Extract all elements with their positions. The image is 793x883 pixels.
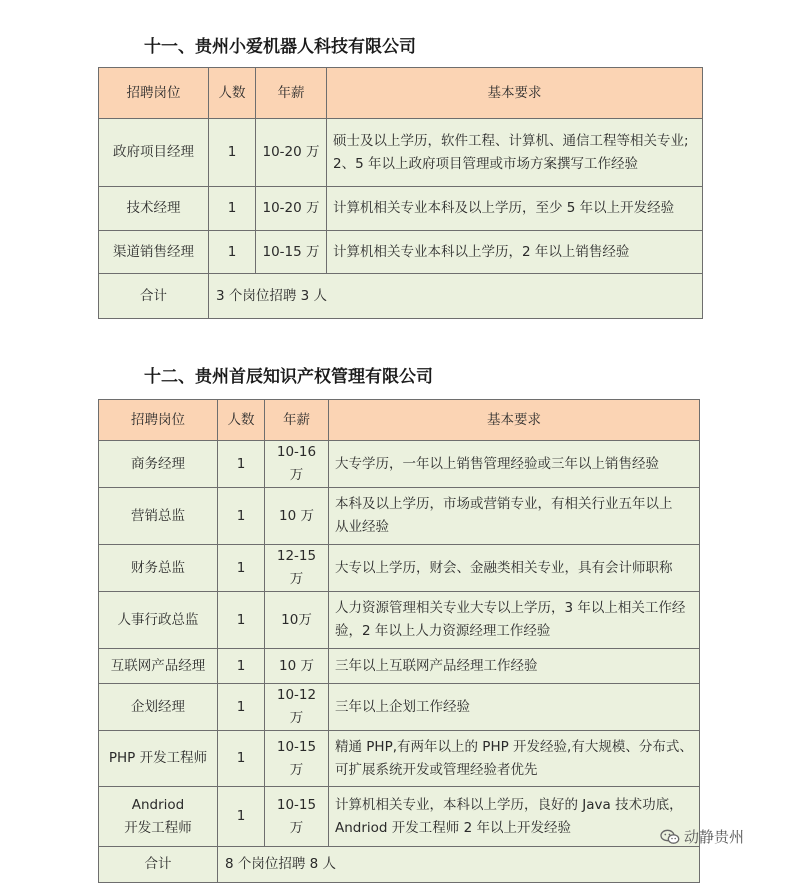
header-count: 人数 — [209, 68, 256, 119]
header-salary: 年薪 — [265, 400, 329, 441]
watermark-text: 动静贵州 — [684, 828, 745, 846]
cell-requirements — [329, 649, 700, 684]
table-row — [99, 119, 703, 187]
cell-total-text: 3 个岗位招聘 3 人 — [209, 274, 703, 319]
cell-requirements — [329, 787, 700, 847]
requirement-line: 人力资源管理相关专业大专以上学历，3 年以上相关工作经 — [335, 600, 686, 616]
cell-count: 1 — [218, 545, 265, 592]
requirement-line: 计算机相关专业本科及以上学历，至少 5 年以上开发经验 — [333, 200, 675, 216]
cell-salary: 12-15 万 — [265, 545, 329, 592]
cell-position: 技术经理 — [99, 187, 209, 231]
requirement-line: 从业经验 — [335, 519, 389, 535]
cell-salary: 10-15 万 — [265, 787, 329, 847]
cell-count: 1 — [218, 488, 265, 545]
requirement-line: 本科及以上学历，市场或营销专业，有相关行业五年以上 — [335, 496, 673, 512]
table-row — [99, 649, 700, 684]
table-row — [99, 731, 700, 787]
table-row — [99, 787, 700, 847]
cell-salary: 10-15 万 — [265, 731, 329, 787]
cell-count: 1 — [218, 684, 265, 731]
requirement-line: 可扩展系统开发或管理经验者优先 — [335, 761, 538, 778]
cell-requirements — [329, 545, 700, 592]
cell-requirements — [329, 441, 700, 488]
table-row — [99, 684, 700, 731]
table-row — [99, 441, 700, 488]
cell-requirements — [329, 488, 700, 545]
table-row — [99, 488, 700, 545]
table-row — [99, 545, 700, 592]
cell-salary: 10-20 万 — [256, 119, 327, 187]
cell-count: 1 — [209, 119, 256, 187]
requirement-line: 验，2 年以上人力资源经理工作经验 — [335, 623, 551, 639]
cell-salary: 10-15 万 — [256, 231, 327, 274]
table-row — [99, 592, 700, 649]
header-requirements: 基本要求 — [327, 68, 703, 119]
table-total-row — [99, 847, 700, 883]
requirement-line: 精通 PHP,有两年以上的 PHP 开发经验,有大规模、分布式、 — [335, 738, 693, 755]
cell-salary: 10 万 — [265, 488, 329, 545]
cell-total-label: 合计 — [99, 274, 209, 319]
header-salary: 年薪 — [256, 68, 327, 119]
header-position: 招聘岗位 — [99, 68, 209, 119]
watermark — [660, 826, 744, 847]
cell-position: 渠道销售经理 — [99, 231, 209, 274]
table-header-row — [99, 68, 703, 119]
cell-salary: 10-16 万 — [265, 441, 329, 488]
requirement-line: 大专以上学历，财会、金融类相关专业，具有会计师职称 — [335, 559, 673, 576]
requirement-line: 三年以上企划工作经验 — [335, 698, 470, 715]
section-title: 十二、贵州首辰知识产权管理有限公司 — [144, 367, 433, 387]
job-table — [98, 67, 703, 319]
cell-count: 1 — [218, 731, 265, 787]
cell-count: 1 — [218, 649, 265, 684]
cell-total-label: 合计 — [99, 847, 218, 883]
cell-total-text: 8 个岗位招聘 8 人 — [218, 847, 700, 883]
cell-salary: 10 万 — [265, 649, 329, 684]
cell-position: 政府项目经理 — [99, 119, 209, 187]
header-position: 招聘岗位 — [99, 400, 218, 441]
cell-position: 商务经理 — [99, 441, 218, 488]
cell-count: 1 — [218, 441, 265, 488]
cell-requirements — [329, 684, 700, 731]
header-requirements: 基本要求 — [329, 400, 700, 441]
cell-requirements — [327, 231, 703, 274]
cell-count: 1 — [218, 592, 265, 649]
table-row — [99, 231, 703, 274]
requirement-line: 大专学历，一年以上销售管理经验或三年以上销售经验 — [335, 455, 659, 472]
cell-salary: 10万 — [265, 592, 329, 649]
cell-salary: 10-12 万 — [265, 684, 329, 731]
cell-requirements — [329, 731, 700, 787]
wechat-icon — [660, 829, 680, 845]
section-title: 十一、贵州小爱机器人科技有限公司 — [144, 37, 416, 57]
cell-position: 互联网产品经理 — [99, 649, 218, 684]
cell-position: PHP 开发工程师 — [99, 731, 218, 787]
cell-salary: 10-20 万 — [256, 187, 327, 231]
cell-requirements — [327, 119, 703, 187]
cell-position: 财务总监 — [99, 545, 218, 592]
cell-requirements — [327, 187, 703, 231]
table-header-row — [99, 400, 700, 441]
cell-position: 人事行政总监 — [99, 592, 218, 649]
cell-requirements — [329, 592, 700, 649]
cell-count: 1 — [209, 187, 256, 231]
table-row — [99, 187, 703, 231]
requirement-line: 计算机相关专业本科以上学历，2 年以上销售经验 — [333, 243, 630, 260]
cell-count: 1 — [218, 787, 265, 847]
table-total-row — [99, 274, 703, 319]
job-table — [98, 399, 700, 883]
requirement-line: 计算机相关专业，本科以上学历，良好的 Java 技术功底， — [335, 796, 683, 813]
requirement-line: 硕士及以上学历，软件工程、计算机、通信工程等相关专业; — [333, 132, 689, 149]
requirement-line: 2、5 年以上政府项目管理或市场方案撰写工作经验 — [333, 155, 638, 172]
header-count: 人数 — [218, 400, 265, 441]
cell-count: 1 — [209, 231, 256, 274]
cell-position: 企划经理 — [99, 684, 218, 731]
requirement-line: Andriod 开发工程师 2 年以上开发经验 — [335, 819, 571, 836]
requirement-line: 三年以上互联网产品经理工作经验 — [335, 657, 538, 674]
cell-position: Andriod 开发工程师 — [99, 787, 218, 847]
cell-position: 营销总监 — [99, 488, 218, 545]
